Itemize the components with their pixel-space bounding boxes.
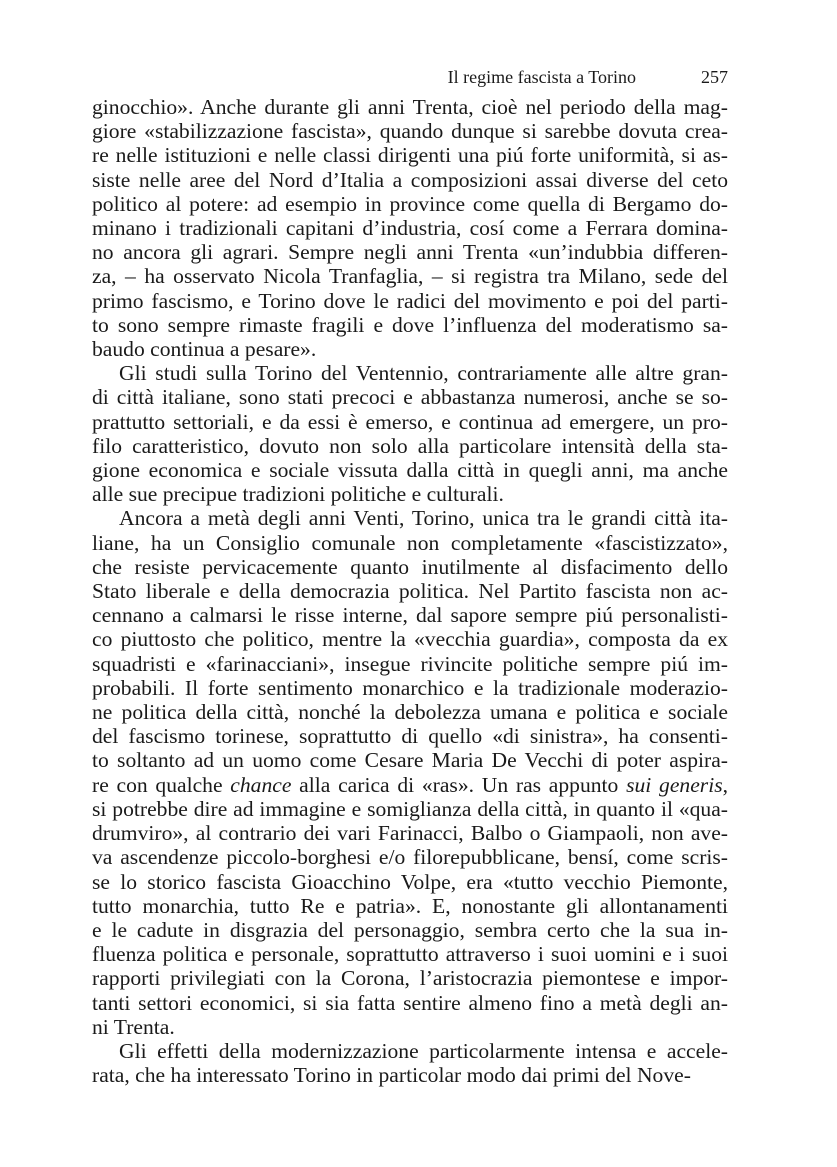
text-line: to soltanto ad un uomo come Cesare Maria De Vecchi di poter aspira- bbox=[92, 748, 728, 773]
running-head bbox=[92, 64, 728, 90]
text-line: tanti settori economici, si sia fatta sentire almeno fino a metà degli an- bbox=[92, 990, 728, 1015]
text-line: filo caratteristico, dovuto non solo alla particolare intensità della sta- bbox=[92, 433, 728, 458]
text-line: rata, che ha interessato Torino in particolar modo dai primi del Nove- bbox=[92, 1063, 691, 1088]
running-title: Il regime fascista a Torino bbox=[447, 67, 636, 87]
text-line: squadristi e «farinacciani», insegue rivincite politiche sempre piú im- bbox=[92, 651, 728, 676]
text-line: za, – ha osservato Nicola Tranfaglia, – si registra tra Milano, sede del bbox=[92, 264, 728, 289]
text-line: gione economica e sociale vissuta dalla città in quegli anni, ma anche bbox=[92, 458, 728, 483]
text-line: di città italiane, sono stati precoci e abbastanza numerosi, anche se so- bbox=[92, 385, 728, 410]
italic-term: chance bbox=[230, 772, 292, 797]
text-line: ginocchio». Anche durante gli anni Trenta, cioè nel periodo della mag- bbox=[92, 95, 728, 119]
text-line: to sono sempre rimaste fragili e dove l’influenza del moderatismo sa- bbox=[92, 312, 728, 337]
text-line: se lo storico fascista Gioacchino Volpe, era «tutto vecchio Piemonte, bbox=[92, 869, 728, 894]
text-line: siste nelle aree del Nord d’Italia a composizioni assai diverse del ceto bbox=[92, 167, 728, 192]
body-text bbox=[92, 95, 728, 1087]
text-line: minano i tradizionali capitani d’industria, cosí come a Ferrara domina- bbox=[92, 216, 728, 241]
text-line: cennano a calmarsi le risse interne, dal sapore sempre piú personalisti- bbox=[92, 603, 728, 628]
text-line: tutto monarchia, tutto Re e patria». E, nonostante gli allontanamenti bbox=[92, 893, 728, 918]
text-line: politico al potere: ad esempio in province come quella di Bergamo do- bbox=[92, 191, 728, 216]
text-line: Ancora a metà degli anni Venti, Torino, unica tra le grandi città ita- bbox=[119, 506, 728, 531]
text-line: Gli studi sulla Torino del Ventennio, contrariamente alle altre gran- bbox=[119, 361, 728, 386]
text-line: e le cadute in disgrazia del personaggio, sembra certo che la sua in- bbox=[92, 917, 728, 942]
text-line: si potrebbe dire ad immagine e somiglianza della città, in quanto il «qua- bbox=[92, 796, 728, 821]
text-line: Stato liberale e della democrazia politica. Nel Partito fascista non ac- bbox=[92, 579, 728, 604]
text-line: no ancora gli agrari. Sempre negli anni Trenta «un’indubbia differen- bbox=[92, 240, 728, 265]
text-line: Gli effetti della modernizzazione particolarmente intensa e accele- bbox=[119, 1038, 728, 1063]
text-line: ni Trenta. bbox=[92, 1014, 175, 1039]
text-line: giore «stabilizzazione fascista», quando dunque si sarebbe dovuta crea- bbox=[92, 119, 728, 144]
text-line: ne politica della città, nonché la debolezza umana e politica e sociale bbox=[92, 700, 728, 725]
text-line: rapporti privilegiati con la Corona, l’aristocrazia piemontese e impor- bbox=[92, 966, 728, 991]
text-line: re nelle istituzioni e nelle classi dirigenti una piú forte uniformità, si as- bbox=[92, 143, 728, 168]
text-line: liane, ha un Consiglio comunale non completamente «fascistizzato», bbox=[92, 530, 728, 555]
text-line: drumviro», al contrario dei vari Farinacci, Balbo o Giampaoli, non ave- bbox=[92, 821, 728, 846]
text-line: va ascendenze piccolo-borghesi e/o filorepubblicane, bensí, come scris- bbox=[92, 845, 728, 870]
text-line: primo fascismo, e Torino dove le radici del movimento e poi del parti- bbox=[92, 288, 728, 313]
text-line: del fascismo torinese, soprattutto di quello «di sinistra», ha consenti- bbox=[92, 724, 728, 749]
text-line: alle sue precipue tradizioni politiche e culturali. bbox=[92, 482, 504, 507]
text-line: prattutto settoriali, e da essi è emerso, e continua ad emergere, un pro- bbox=[92, 409, 728, 434]
text-line: probabili. Il forte sentimento monarchico e la tradizionale moderazio- bbox=[92, 675, 728, 700]
text-line: re con qualche chance alla carica di «ras». Un ras appunto sui generis, bbox=[92, 772, 728, 797]
text-line: fluenza politica e personale, soprattutto attraverso i suoi uomini e i suoi bbox=[92, 942, 728, 967]
page-number: 257 bbox=[701, 67, 728, 87]
text-line: co piuttosto che politico, mentre la «vecchia guardia», composta da ex bbox=[92, 627, 728, 652]
italic-term: sui generis bbox=[626, 772, 723, 797]
text-line: baudo continua a pesare». bbox=[92, 337, 317, 362]
text-line: che resiste pervicacemente quanto inutilmente al disfacimento dello bbox=[92, 554, 728, 579]
